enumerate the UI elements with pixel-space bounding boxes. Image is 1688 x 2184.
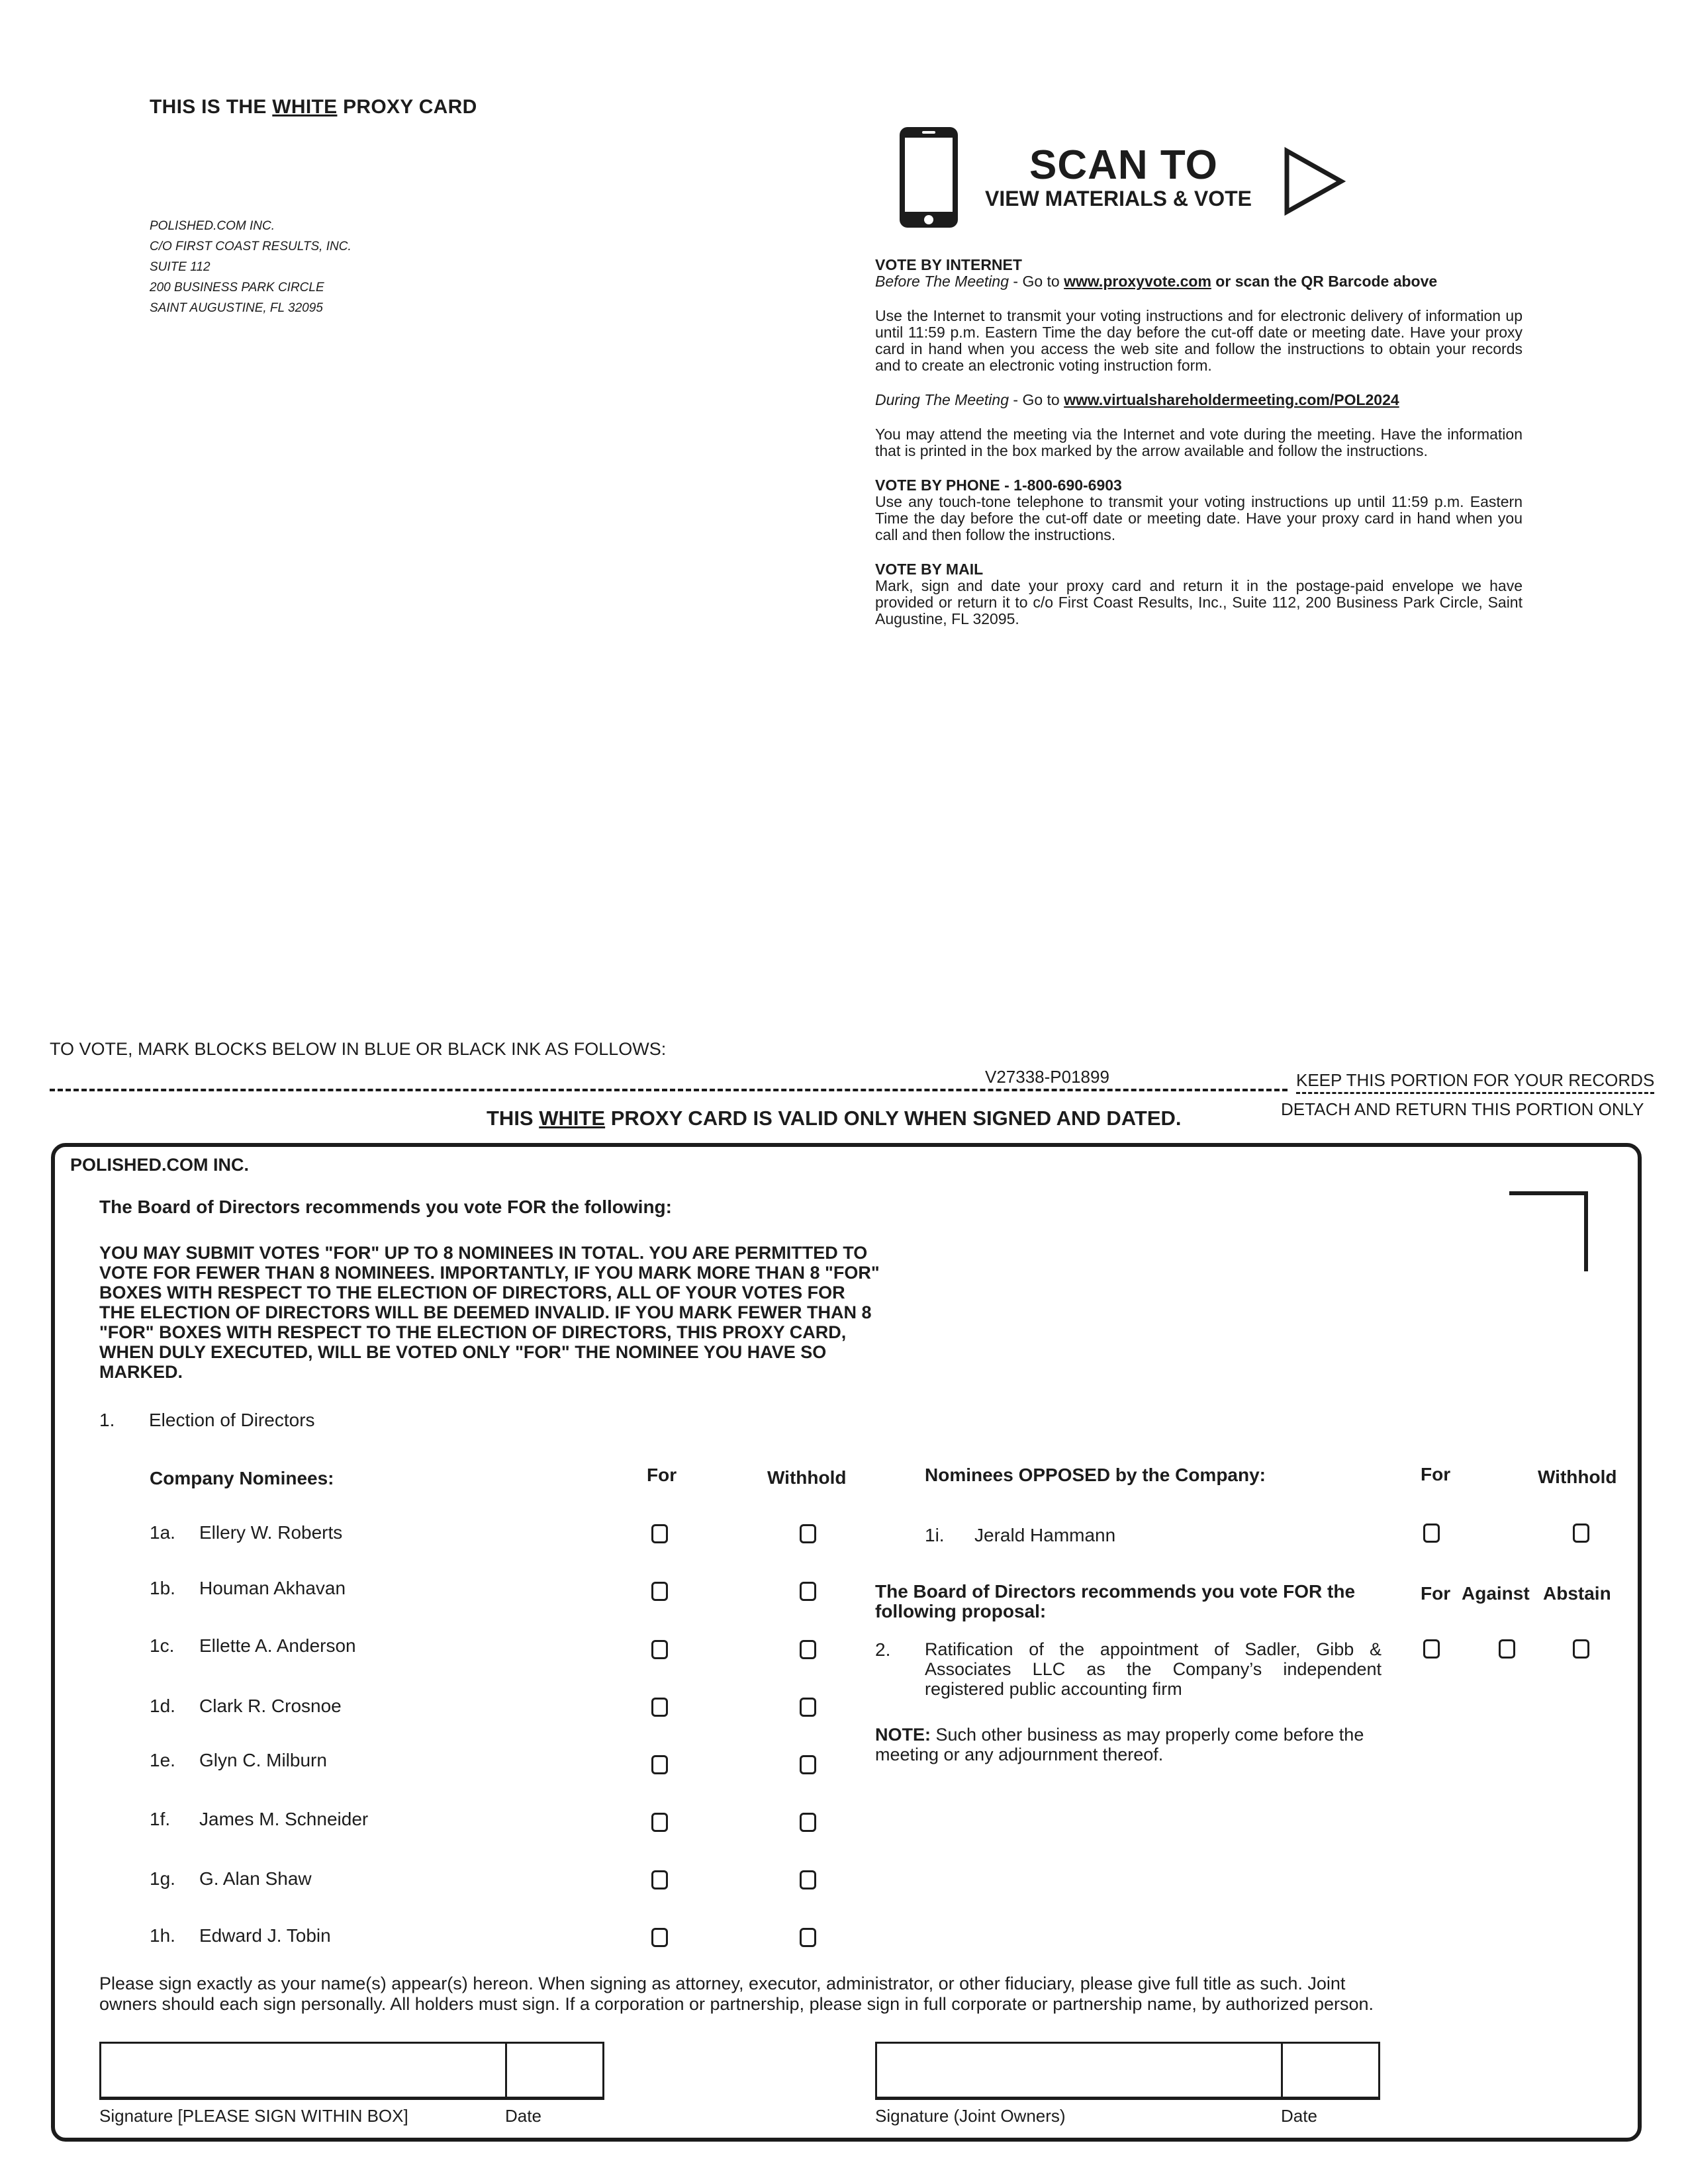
nominee-name: G. Alan Shaw [199, 1868, 312, 1889]
mail-heading: VOTE BY MAIL [875, 561, 984, 578]
internet-heading: VOTE BY INTERNET [875, 256, 1022, 273]
proposal-2-abstain-checkbox[interactable] [1573, 1639, 1589, 1659]
nominee-1h-withhold-checkbox[interactable] [800, 1928, 816, 1947]
phone-body: Use any touch-tone telephone to transmit your voting instructions up until 11:59 p.m. Eastern Time the day before the cut-off date or meeting date. Have your proxy card in hand when you call and then follow the instructions. [875, 493, 1523, 543]
address-line: 200 BUSINESS PARK CIRCLE [150, 281, 324, 295]
during-goto: - Go to [1009, 391, 1064, 408]
address-line: SUITE 112 [150, 260, 211, 274]
nominee-name: Ellette A. Anderson [199, 1635, 356, 1656]
opposed-nominees-header: Nominees OPPOSED by the Company: [925, 1465, 1266, 1485]
note-text: Such other business as may properly come before the meeting or any adjournment thereof. [875, 1725, 1364, 1764]
proposal-against-header: Against [1462, 1583, 1530, 1604]
scan-subtitle: VIEW MATERIALS & VOTE [985, 187, 1252, 210]
nominee-1f-for-checkbox[interactable] [651, 1813, 668, 1832]
voting-instructions [875, 257, 1523, 627]
virtual-meeting-link[interactable]: www.virtualshareholdermeeting.com/POL2024 [1064, 391, 1399, 408]
phone-icon [897, 124, 961, 230]
nominee-code: 1a. [150, 1522, 175, 1543]
nominee-name: Houman Akhavan [199, 1578, 346, 1598]
address-line: C/O FIRST COAST RESULTS, INC. [150, 240, 352, 253]
board-recommendation: The Board of Directors recommends you vote FOR the following: [99, 1197, 672, 1217]
proposal-2-for-checkbox[interactable] [1423, 1639, 1440, 1659]
nominee-1c-withhold-checkbox[interactable] [800, 1640, 816, 1659]
for-column-header: For [647, 1465, 677, 1485]
signature-date-divider [505, 2042, 507, 2100]
signing-instructions: Please sign exactly as your name(s) appear(s) hereon. When signing as attorney, executor, administrator, or other fiduciary, please give full title as such. Joint owners should each sign personally. All holders must sign. If a corporation or partnership, please sign in full corporate or partnership name, by authorized person. [99, 1974, 1374, 2014]
address-line: SAINT AUGUSTINE, FL 32095 [150, 301, 323, 315]
nominee-name: Jerald Hammann [974, 1525, 1116, 1545]
nominee-1g-withhold-checkbox[interactable] [800, 1870, 816, 1889]
nominee-1d-for-checkbox[interactable] [651, 1698, 668, 1717]
card-title [150, 96, 477, 118]
date-label: Date [505, 2106, 541, 2126]
nominee-code: 1g. [150, 1868, 175, 1889]
nominee-1e-withhold-checkbox[interactable] [800, 1755, 816, 1774]
scan-title: SCAN TO [1029, 142, 1218, 188]
nominee-code: 1b. [150, 1578, 175, 1598]
control-number: V27338-P01899 [985, 1067, 1109, 1087]
nominee-code: 1e. [150, 1750, 175, 1770]
company-nominees-header: Company Nominees: [150, 1468, 334, 1488]
proposal-recommendation: The Board of Directors recommends you vote FOR the following proposal: [875, 1581, 1356, 1621]
joint-date-label: Date [1281, 2106, 1317, 2126]
signature-label: Signature [PLEASE SIGN WITHIN BOX] [99, 2106, 408, 2126]
before-meeting-line [875, 273, 1523, 290]
nominee-1a-for-checkbox[interactable] [651, 1524, 668, 1543]
corner-mark [1509, 1191, 1588, 1271]
detach-line [50, 1089, 1288, 1091]
before-tail: or scan the QR Barcode above [1211, 273, 1438, 290]
nominee-1f-withhold-checkbox[interactable] [800, 1813, 816, 1832]
nominee-1a-withhold-checkbox[interactable] [800, 1524, 816, 1543]
mailing-address [150, 216, 352, 318]
proposal-abstain-header: Abstain [1543, 1583, 1611, 1604]
nominee-1h-for-checkbox[interactable] [651, 1928, 668, 1947]
nominee-code: 1d. [150, 1696, 175, 1716]
nominee-name: Glyn C. Milburn [199, 1750, 327, 1770]
mail-body: Mark, sign and date your proxy card and return it in the postage-paid envelope we have provided or return it to c/o First Coast Results, Inc., Suite 112, 200 Business Park Circle, Saint Augustine, FL 32095. [875, 577, 1523, 627]
withhold-column-header: Withhold [767, 1467, 847, 1488]
voting-limit-notice: YOU MAY SUBMIT VOTES "FOR" UP TO 8 NOMINEES IN TOTAL. YOU ARE PERMITTED TO VOTE FOR FEWER THAN 8 NOMINEES. IMPORTANTLY, IF YOU MARK MORE THAN 8 "FOR" BOXES WITH RESPECT TO THE ELECTION OF DIRECTORS, ALL OF YOUR VOTES FOR THE ELECTION OF DIRECTORS WILL BE DEEMED INVALID. IF YOU MARK FEWER THAN 8 "FOR" BOXES WITH RESPECT TO THE ELECTION OF DIRECTORS, THIS PROXY CARD, WHEN DULY EXECUTED, WILL BE VOTED ONLY "FOR" THE NOMINEE YOU HAVE SO MARKED. [99, 1243, 880, 1382]
nominee-1i-for-checkbox[interactable] [1423, 1524, 1440, 1543]
signature-box[interactable] [99, 2042, 604, 2100]
opposed-for-header: For [1421, 1464, 1451, 1484]
keep-portion-label: KEEP THIS PORTION FOR YOUR RECORDS [1296, 1070, 1654, 1094]
address-line: POLISHED.COM INC. [150, 219, 275, 233]
nominee-1g-for-checkbox[interactable] [651, 1870, 668, 1889]
company-name: POLISHED.COM INC. [70, 1155, 250, 1175]
joint-signature-date-divider [1281, 2042, 1283, 2100]
joint-signature-box[interactable] [875, 2042, 1380, 2100]
nominee-1c-for-checkbox[interactable] [651, 1640, 668, 1659]
nominee-1b-for-checkbox[interactable] [651, 1582, 668, 1601]
note-label: NOTE: [875, 1725, 931, 1745]
nominee-code: 1c. [150, 1635, 175, 1656]
nominee-name: James M. Schneider [199, 1809, 369, 1829]
item-1-label: Election of Directors [149, 1410, 315, 1430]
nominee-name: Edward J. Tobin [199, 1925, 331, 1946]
nominee-1e-for-checkbox[interactable] [651, 1755, 668, 1774]
nominee-1i-withhold-checkbox[interactable] [1573, 1524, 1589, 1543]
proxyvote-link[interactable]: www.proxyvote.com [1064, 273, 1211, 290]
before-goto: - Go to [1009, 273, 1064, 290]
proposal-2-number: 2. [875, 1639, 891, 1660]
nominee-code: 1f. [150, 1809, 171, 1829]
nominee-1b-withhold-checkbox[interactable] [800, 1582, 816, 1601]
valid-post: PROXY CARD IS VALID ONLY WHEN SIGNED AND DATED. [605, 1107, 1182, 1130]
nominee-1d-withhold-checkbox[interactable] [800, 1698, 816, 1717]
detach-return-label: DETACH AND RETURN THIS PORTION ONLY [1281, 1099, 1644, 1119]
play-arrow-icon [1283, 147, 1346, 216]
during-meeting-line [875, 392, 1523, 408]
proposal-for-header: For [1421, 1583, 1451, 1604]
nominee-code: 1i. [925, 1525, 945, 1545]
valid-emphasis: WHITE [539, 1107, 606, 1130]
item-1-number: 1. [99, 1410, 115, 1430]
nominee-name: Ellery W. Roberts [199, 1522, 343, 1543]
internet-body: Use the Internet to transmit your voting instructions and for electronic delivery of information up until 11:59 p.m. Eastern Time the day before the cut-off date or meeting date. Have your proxy card in hand when you access the web site and follow the instructions to obtain your records and to create an electronic voting instruction form. [875, 307, 1523, 374]
nominee-code: 1h. [150, 1925, 175, 1946]
validity-notice [487, 1107, 1182, 1130]
title-pre: THIS IS THE [150, 96, 273, 118]
during-body: You may attend the meeting via the Internet and vote during the meeting. Have the information that is printed in the box marked by the arrow available and follow the instructions. [875, 426, 1523, 459]
nominee-name: Clark R. Crosnoe [199, 1696, 342, 1716]
phone-heading: VOTE BY PHONE - 1-800-690-6903 [875, 477, 1122, 494]
proposal-2-against-checkbox[interactable] [1499, 1639, 1515, 1659]
title-emphasis: WHITE [272, 96, 338, 118]
joint-signature-label: Signature (Joint Owners) [875, 2106, 1066, 2126]
during-label: During The Meeting [875, 391, 1009, 408]
note [875, 1725, 1391, 1764]
valid-pre: THIS [487, 1107, 539, 1130]
before-label: Before The Meeting [875, 273, 1009, 290]
opposed-withhold-header: Withhold [1538, 1467, 1617, 1487]
proposal-2-text: Ratification of the appointment of Sadler, Gibb & Associates LLC as the Company’s independent registered public accounting firm [925, 1639, 1382, 1699]
mark-instruction: TO VOTE, MARK BLOCKS BELOW IN BLUE OR BLACK INK AS FOLLOWS: [50, 1039, 667, 1059]
title-post: PROXY CARD [337, 96, 477, 118]
